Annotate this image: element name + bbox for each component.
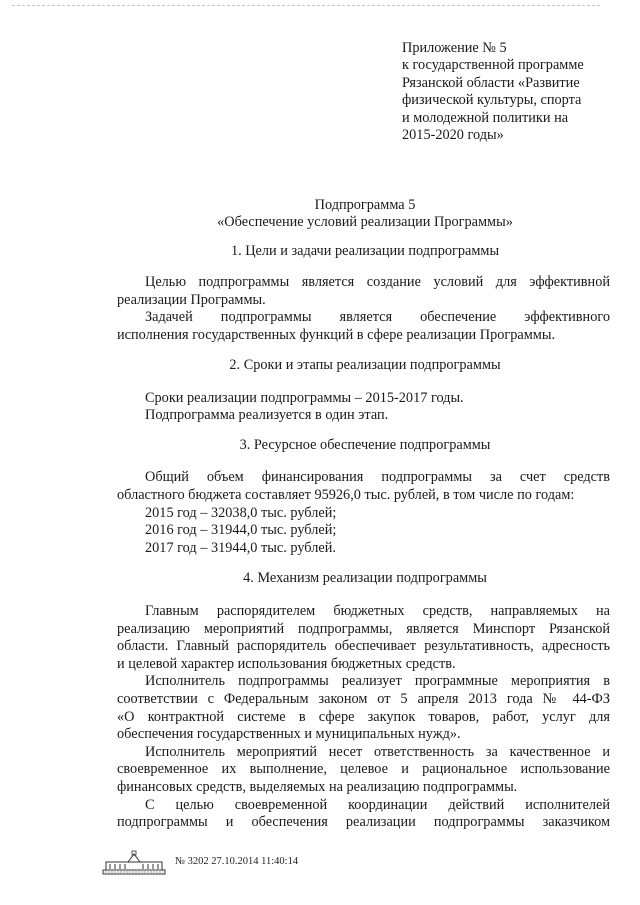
paragraph-line: исполнения государственных функций в сфере реализации Программы. — [117, 327, 556, 343]
appendix-line: к государственной программе — [402, 57, 584, 74]
paragraph-line: Главным распорядителем бюджетных средств, направляемых на — [145, 603, 610, 619]
paragraph-line: и целевой характер использования бюджетных средств. — [117, 656, 456, 672]
paragraph-line: Задачей подпрограммы является обеспечение эффективного — [145, 309, 610, 325]
paragraph-line: обеспечения государственных и муниципальных нужд». — [117, 726, 461, 742]
paragraph-line: Исполнитель мероприятий несет ответственность за качественное и — [145, 744, 610, 760]
appendix-line: Приложение № 5 — [402, 40, 507, 56]
paragraph-line: своевременное их выполнение, целевое и рациональное использование — [117, 761, 610, 777]
paragraph-line: Подпрограмма реализуется в один этап. — [145, 407, 389, 423]
paragraph-line: С целью своевременной координации действий исполнителей — [145, 797, 610, 813]
paragraph-line: реализацию мероприятий подпрограммы, является Минспорт Рязанской — [117, 621, 610, 637]
paragraph-line: реализации Программы. — [117, 292, 266, 308]
section-2-heading: 2. Сроки и этапы реализации подпрограммы — [229, 357, 501, 373]
paragraph-line: соответствии с Федеральным законом от 5 апреля 2013 года № 44-ФЗ — [117, 691, 610, 707]
building-stamp-icon — [102, 850, 166, 876]
registration-number: № 3202 27.10.2014 11:40:14 — [175, 856, 299, 867]
subprogram-number: Подпрограмма 5 — [314, 197, 416, 213]
paragraph-line: Общий объем финансирования подпрограммы за счет средств — [145, 469, 610, 485]
paragraph-line: «О контрактной системе в сфере закупок товаров, работ, услуг для — [117, 709, 610, 725]
paragraph-line: 2015 год – 32038,0 тыс. рублей; — [145, 505, 337, 521]
appendix-line: Рязанской области «Развитие — [402, 74, 580, 91]
appendix-line: и молодежной политики на — [402, 109, 569, 126]
paragraph-line: 2016 год – 31944,0 тыс. рублей; — [145, 522, 337, 538]
paragraph-line: областного бюджета составляет 95926,0 тыс. рублей, в том числе по годам: — [117, 487, 575, 503]
paragraph-line: 2017 год – 31944,0 тыс. рублей. — [145, 540, 336, 556]
appendix-header — [402, 40, 627, 144]
section-4-heading: 4. Механизм реализации подпрограммы — [243, 570, 487, 586]
paragraph-line: области. Главный распорядитель обеспечивает результативность, адресность — [117, 638, 610, 654]
appendix-line: физической культуры, спорта — [402, 92, 582, 109]
section-1-heading: 1. Цели и задачи реализации подпрограммы — [230, 243, 500, 259]
section-3-heading: 3. Ресурсное обеспечение подпрограммы — [239, 437, 491, 453]
paragraph-line: Исполнитель подпрограммы реализует программные мероприятия в — [145, 673, 610, 689]
registration-footer — [102, 850, 402, 878]
appendix-line: 2015-2020 годы» — [402, 127, 504, 144]
paragraph-line: подпрограммы и обеспечения реализации подпрограммы заказчиком — [117, 814, 610, 830]
scan-top-edge — [12, 5, 600, 6]
subprogram-title: «Обеспечение условий реализации Программы» — [217, 214, 513, 230]
paragraph-line: Целью подпрограммы является создание условий для эффективной — [145, 274, 610, 290]
paragraph-line: Сроки реализации подпрограммы – 2015-2017 годы. — [145, 390, 464, 406]
paragraph-line: финансовых средств, выделяемых на реализацию подпрограммы. — [117, 779, 518, 795]
